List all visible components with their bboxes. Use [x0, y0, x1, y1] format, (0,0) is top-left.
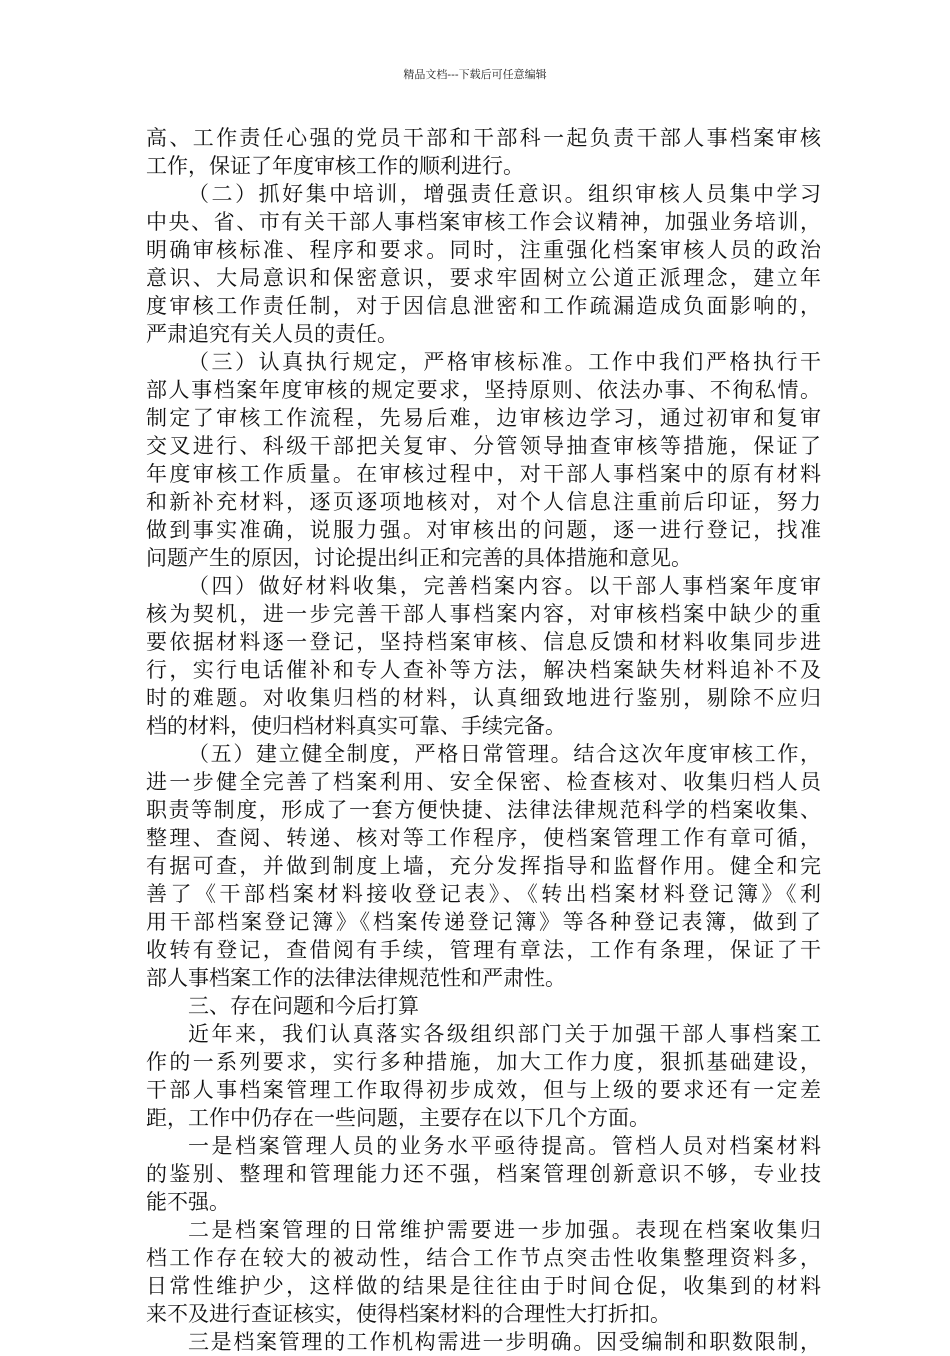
- text-line: 部人事档案年度审核的规定要求，坚持原则、依法办事、不徇私情。: [146, 378, 821, 402]
- text-line: 善了《干部档案材料接收登记表》、《转出档案材料登记簿》《利: [146, 882, 821, 906]
- text-line: 高、工作责任心强的党员干部和干部科一起负责干部人事档案审核: [146, 126, 821, 150]
- text-line: 部人事档案工作的法律法律规范性和严肃性。: [146, 966, 566, 990]
- document-body: [146, 124, 821, 1356]
- text-line: 二是档案管理的日常维护需要进一步加强。表现在档案收集归: [188, 1218, 821, 1242]
- text-line: 明确审核标准、程序和要求。同时，注重强化档案审核人员的政治: [146, 238, 821, 262]
- text-line: 三、存在问题和今后打算: [188, 994, 419, 1018]
- page-header: 精品文档---下载后可任意编辑: [403, 68, 547, 81]
- text-line: 整理、查阅、转递、核对等工作程序，使档案管理工作有章可循，: [146, 826, 821, 850]
- text-line: 档的材料，使归档材料真实可靠、手续完备。: [146, 714, 566, 738]
- text-line: （五）建立健全制度，严格日常管理。结合这次年度审核工作，: [188, 742, 821, 766]
- text-line: （三）认真执行规定，严格审核标准。工作中我们严格执行干: [188, 350, 821, 374]
- text-line: 收转有登记，查借阅有手续，管理有章法，工作有条理，保证了干: [146, 938, 821, 962]
- text-line: 一是档案管理人员的业务水平亟待提高。管档人员对档案材料: [188, 1134, 821, 1158]
- text-line: 工作，保证了年度审核工作的顺利进行。: [146, 154, 524, 178]
- text-line: 行，实行电话催补和专人查补等方法，解决档案缺失材料追补不及: [146, 658, 821, 682]
- text-line: 距，工作中仍存在一些问题，主要存在以下几个方面。: [146, 1106, 650, 1130]
- text-line: 中央、省、市有关干部人事档案审核工作会议精神，加强业务培训，: [146, 210, 821, 234]
- text-line: 制定了审核工作流程，先易后难，边审核边学习，通过初审和复审: [146, 406, 821, 430]
- text-line: 和新补充材料，逐页逐项地核对，对个人信息注重前后印证，努力: [146, 490, 821, 514]
- text-line: （四）做好材料收集，完善档案内容。以干部人事档案年度审: [188, 574, 821, 598]
- text-line: 干部人事档案管理工作取得初步成效，但与上级的要求还有一定差: [146, 1078, 821, 1102]
- text-line: 职责等制度，形成了一套方便快捷、法律法律规范科学的档案收集、: [146, 798, 821, 822]
- text-line: 三是档案管理的工作机构需进一步明确。因受编制和职数限制，: [188, 1330, 821, 1354]
- text-line: 度审核工作责任制，对于因信息泄密和工作疏漏造成负面影响的，: [146, 294, 821, 318]
- text-line: 做到事实准确，说服力强。对审核出的问题，逐一进行登记，找准: [146, 518, 821, 542]
- text-line: 档工作存在较大的被动性，结合工作节点突击性收集整理资料多，: [146, 1246, 821, 1270]
- text-line: 意识、大局意识和保密意识，要求牢固树立公道正派理念，建立年: [146, 266, 821, 290]
- text-line: 来不及进行查证核实，使得档案材料的合理性大打折扣。: [146, 1302, 671, 1326]
- text-line: 作的一系列要求，实行多种措施，加大工作力度，狠抓基础建设，: [146, 1050, 821, 1074]
- text-line: 近年来，我们认真落实各级组织部门关于加强干部人事档案工: [188, 1022, 821, 1046]
- text-line: 严肃追究有关人员的责任。: [146, 322, 398, 346]
- text-line: 交叉进行、科级干部把关复审、分管领导抽查审核等措施，保证了: [146, 434, 821, 458]
- text-line: 问题产生的原因，讨论提出纠正和完善的具体措施和意见。: [146, 546, 692, 570]
- text-line: 的鉴别、整理和管理能力还不强，档案管理创新意识不够，专业技: [146, 1162, 821, 1186]
- text-line: 年度审核工作质量。在审核过程中，对干部人事档案中的原有材料: [146, 462, 821, 486]
- text-line: 核为契机，进一步完善干部人事档案内容，对审核档案中缺少的重: [146, 602, 821, 626]
- text-line: 用干部档案登记簿》《档案传递登记簿》等各种登记表簿，做到了: [146, 910, 821, 934]
- text-line: （二）抓好集中培训，增强责任意识。组织审核人员集中学习: [188, 182, 821, 206]
- text-line: 要依据材料逐一登记，坚持档案审核、信息反馈和材料收集同步进: [146, 630, 821, 654]
- text-line: 时的难题。对收集归档的材料，认真细致地进行鉴别，剔除不应归: [146, 686, 821, 710]
- text-line: 有据可查，并做到制度上墙，充分发挥指导和监督作用。健全和完: [146, 854, 821, 878]
- text-line: 日常性维护少，这样做的结果是往往由于时间仓促，收集到的材料: [146, 1274, 821, 1298]
- text-line: 进一步健全完善了档案利用、安全保密、检查核对、收集归档人员: [146, 770, 821, 794]
- text-line: 能不强。: [146, 1190, 230, 1214]
